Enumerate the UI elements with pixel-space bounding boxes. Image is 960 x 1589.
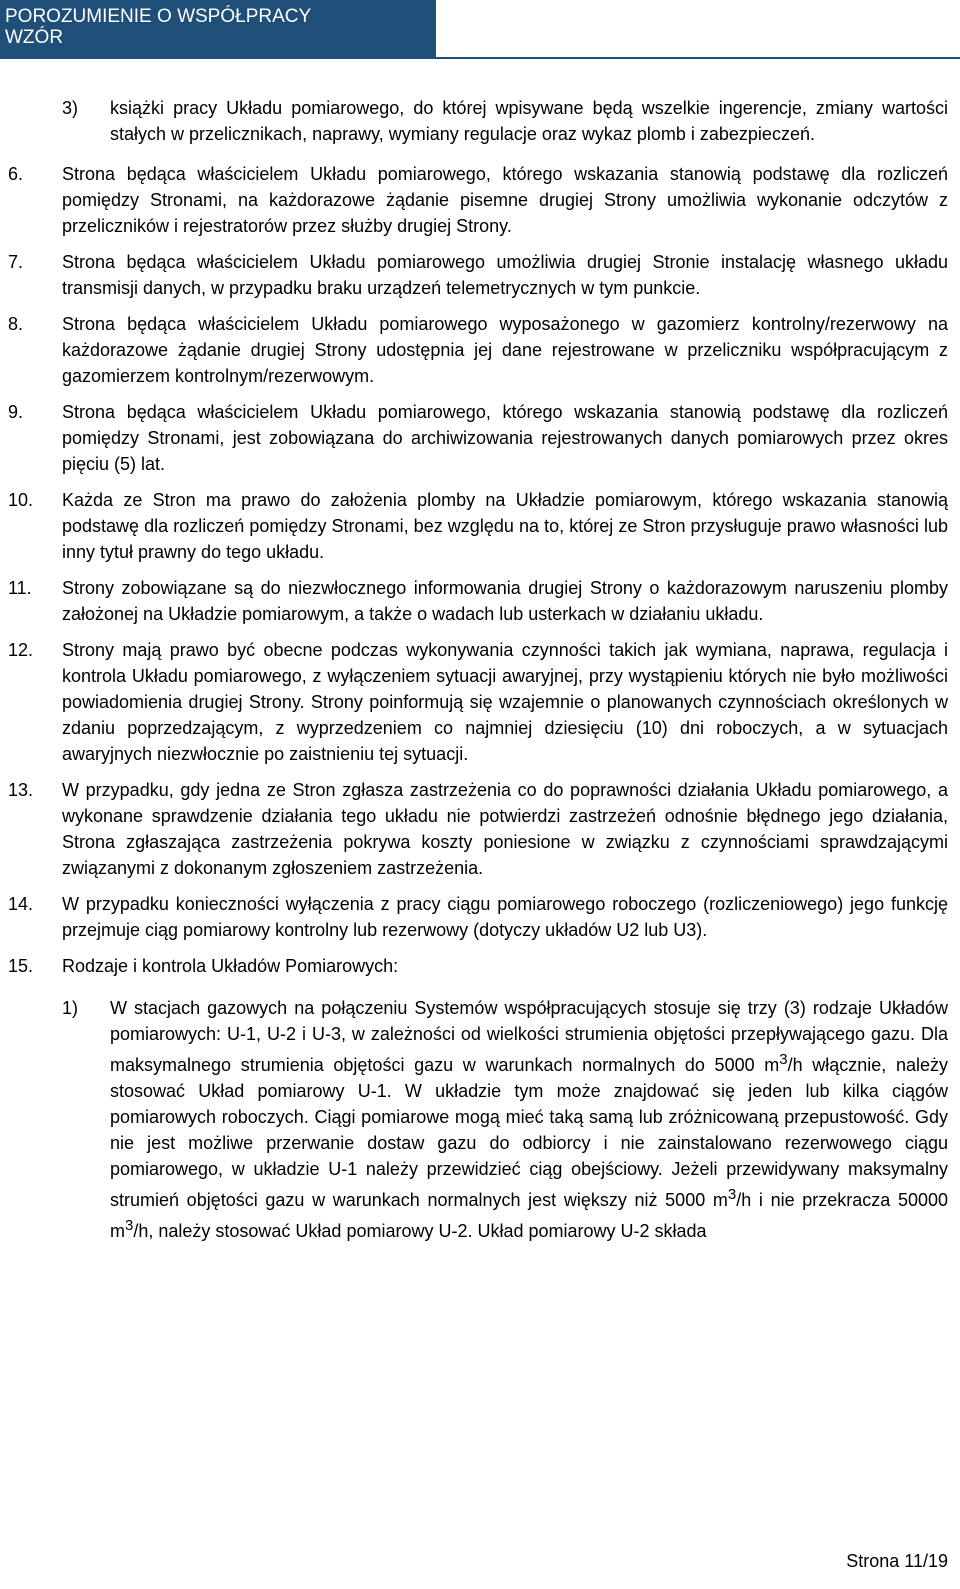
page-number: Strona 11/19 — [846, 1551, 948, 1571]
paragraph-number: 11. — [8, 578, 32, 598]
paragraph-text: Strona będąca właścicielem Układu pomiarowego umożliwia drugiej Stronie instalację własnego układu transmisji danych, w przypadku braku urządzeń telemetrycznych w tym punkcie. — [62, 252, 948, 298]
superscript: 3 — [779, 1051, 788, 1068]
document-body — [0, 95, 960, 1254]
paragraph-text: Każda ze Stron ma prawo do założenia plomby na Układzie pomiarowym, którego wskazania stanowią podstawę dla rozliczeń pomiędzy Stronami, bez względu na to, której ze Stron przysługuje prawo własności lub inny tytuł prawny do tego układu. — [62, 490, 948, 562]
item-text: książki pracy Układu pomiarowego, do której wpisywane będą wszelkie ingerencje, zmiany wartości stałych w przelicznikach, naprawy, wymiany regulacje oraz wykaz plomb i zabezpieczeń. — [110, 98, 948, 144]
document-subtitle: WZÓR — [5, 27, 64, 48]
item-number: 3) — [62, 98, 79, 118]
paragraph-number: 8. — [8, 314, 24, 334]
paragraph-number: 7. — [8, 252, 24, 272]
paragraph-text: Strona będąca właścicielem Układu pomiarowego, którego wskazania stanowią podstawę dla rozliczeń pomiędzy Stronami, jest zobowiązana do archiwizowania rejestrowanych danych pomiarowych przez okres pięciu (5) lat. — [62, 402, 948, 474]
paragraph-text: Strony mają prawo być obecne podczas wykonywania czynności takich jak wymiana, naprawa, regulacja i kontrola Układu pomiarowego, z wyłączeniem sytuacji awaryjnej, przy wystąpieniu których nie było możliwości powiadomienia drugiej Strony. Strony poinformują się wzajemnie o planowanych czynnościach określonych w zdaniu poprzedzającym, z wyprzedzeniem co najmniej dziesięciu (10) dni roboczych, a w sytuacjach awaryjnych niezwłocznie po zaistnieniu tej sytuacji. — [62, 640, 948, 764]
superscript: 3 — [125, 1217, 134, 1234]
paragraph-15 — [0, 953, 960, 979]
text-part: /h, należy stosować Układ pomiarowy U-2. Układ pomiarowy U-2 składa — [133, 1221, 707, 1241]
paragraph-text: Strona będąca właścicielem Układu pomiarowego, którego wskazania stanowią podstawę dla rozliczeń pomiędzy Stronami, na każdorazowe żądanie pisemne drugiej Strony umożliwia wykonanie odczytów z przeliczników i rejestratorów przez służby drugiej Strony. — [62, 164, 948, 236]
paragraph-text: Strona będąca właścicielem Układu pomiarowego wyposażonego w gazomierz kontrolny/rezerwowy na każdorazowe żądanie drugiej Strony udostępnia jej dane rejestrowane w przeliczniku współpracującym z gazomierzem kontrolnym/rezerwowym. — [62, 314, 948, 386]
list-item-3 — [0, 95, 960, 147]
paragraph-6 — [0, 161, 960, 239]
paragraph-12 — [0, 637, 960, 767]
text-part: W stacjach gazowych na połączeniu Systemów współpracujących stosuje się trzy (3) rodzaje Układów pomiarowych: U-1, U-2 i U-3, w zależności od wielkości strumienia objętości przepływającego gazu. Dla maksymalnego strumienia objętości gazu w warunkach normalnych do 5000 m — [110, 998, 948, 1075]
paragraph-text: Strony zobowiązane są do niezwłocznego informowania drugiej Strony o każdorazowym naruszeniu plomby założonej na Układzie pomiarowym, a także o wadach lub usterkach w działaniu układu. — [62, 578, 948, 624]
paragraph-number: 12. — [8, 640, 34, 660]
paragraph-number: 6. — [8, 164, 24, 184]
superscript: 3 — [727, 1186, 737, 1203]
paragraph-text: W przypadku konieczności wyłączenia z pracy ciągu pomiarowego roboczego (rozliczeniowego) jego funkcję przejmuje ciąg pomiarowy kontrolny lub rezerwowy (dotyczy układów U2 lub U3). — [62, 894, 948, 940]
document-header-banner — [0, 0, 436, 57]
paragraph-8 — [0, 311, 960, 389]
paragraph-number: 15. — [8, 956, 34, 976]
paragraph-7 — [0, 249, 960, 301]
paragraph-9 — [0, 399, 960, 477]
sub-item-15-1 — [0, 995, 960, 1244]
sub-item-text — [110, 995, 948, 1244]
paragraph-number: 9. — [8, 402, 24, 422]
paragraph-13 — [0, 777, 960, 881]
paragraph-number: 10. — [8, 490, 34, 510]
text-part: /h włącznie, należy stosować Układ pomiarowy U-1. W układzie tym może znajdować się jeden lub kilka ciągów pomiarowych roboczych. Ciągi pomiarowe mogą mieć taką samą lub zróżnicowaną przepustowość. Gdy nie jest możliwe przerwanie dostaw gazu do odbiorcy i nie zainstalowano rezerwowego ciągu pomiarowego, w układzie U-1 należy przewidzieć ciąg obejściowy. Jeżeli przewidywany maksymalny strumień objętości gazu w warunkach normalnych jest większy niż 5000 m — [110, 1055, 949, 1210]
header-divider — [0, 57, 960, 59]
paragraph-11 — [0, 575, 960, 627]
paragraph-text: Rodzaje i kontrola Układów Pomiarowych: — [62, 956, 399, 976]
paragraph-10 — [0, 487, 960, 565]
paragraph-number: 13. — [8, 780, 34, 800]
text-part: /h i nie przekracza 50000 m — [110, 1190, 949, 1241]
sub-item-number: 1) — [62, 998, 79, 1018]
paragraph-text: W przypadku, gdy jedna ze Stron zgłasza zastrzeżenia co do poprawności działania Układu pomiarowego, a wykonane sprawdzenie działania tego układu nie potwierdzi zastrzeżeń odnośnie błędnego jego działania, Strona zgłaszająca zastrzeżenia pokrywa koszty poniesione w związku z czynnościami sprawdzającymi związanymi z dokonanym zgłoszeniem zastrzeżenia. — [62, 780, 948, 878]
paragraph-14 — [0, 891, 960, 943]
paragraph-number: 14. — [8, 894, 34, 914]
document-title: POROZUMIENIE O WSPÓŁPRACY — [5, 6, 312, 27]
